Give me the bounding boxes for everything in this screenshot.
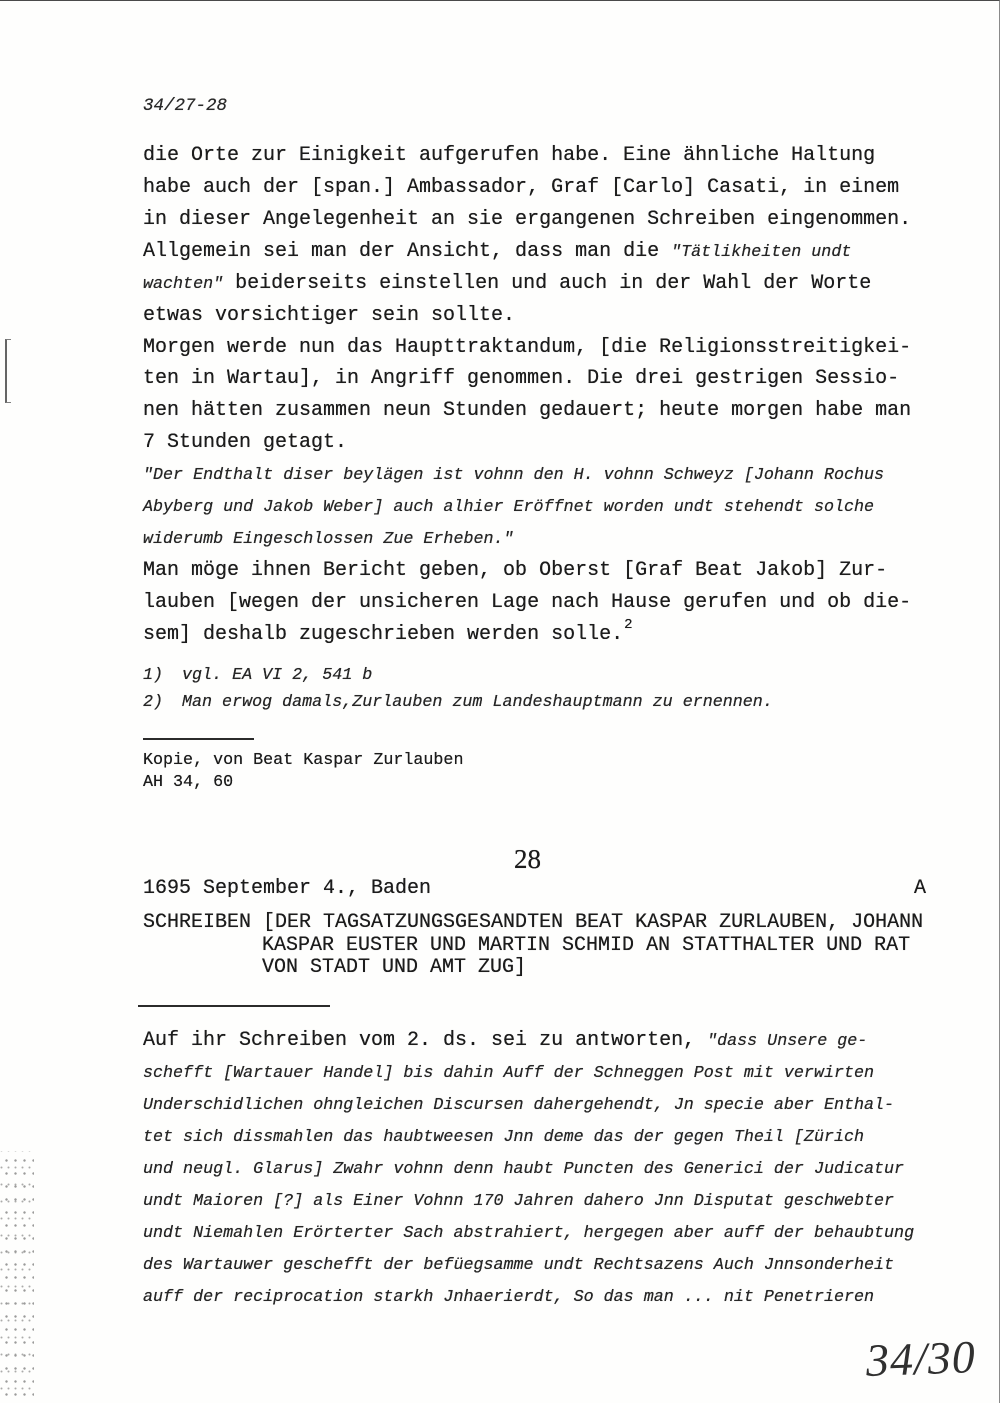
- handwritten-page-number: 34/30: [865, 1331, 977, 1386]
- previous-document-body: [143, 140, 911, 651]
- text-line: [143, 1153, 914, 1185]
- quoted-source-text: und neugl. Glarus] Zwahr vohnn denn haubt Puncten des Generici der Judicatur: [143, 1160, 905, 1179]
- quoted-source-text: tet sich dissmahlen das haubtweesen Jnn deme das der gegen Theil [Zürich: [143, 1128, 865, 1147]
- text-line: [143, 172, 911, 204]
- text-line: [143, 1057, 914, 1089]
- divider: [143, 738, 254, 740]
- text-line: [143, 523, 911, 555]
- page-reference: 34/27-28: [143, 96, 228, 116]
- quoted-source-text: Abyberg und Jakob Weber] auch alhier Eröffnet worden undt stehendt solche: [143, 498, 875, 518]
- quoted-source-text: wachten": [143, 274, 224, 294]
- document-date-place: 1695 September 4., Baden: [143, 877, 432, 900]
- text-line: [143, 1185, 914, 1217]
- text-segment: Morgen werde nun das Haupttraktandum, [die Religionsstreitigkei-: [143, 335, 912, 359]
- quoted-source-text: undt Niemahlen Erörterter Sach abstrahiert, hergegen aber auff der behaubtung: [143, 1224, 915, 1243]
- quoted-source-text: auff der reciprocation starkh Jnhaerierdt, So das man ... nit Penetrieren: [143, 1288, 875, 1307]
- footnote-text: vgl. EA VI 2, 541 b: [182, 666, 373, 685]
- text-line: [143, 555, 911, 587]
- footnote-reference: 2: [624, 616, 633, 633]
- text-line: [143, 204, 911, 236]
- text-line: [143, 268, 911, 300]
- footnotes: [143, 662, 773, 716]
- text-line: [143, 491, 911, 523]
- text-segment: beiderseits einstellen und auch in der Wahl der Worte: [223, 271, 872, 295]
- text-line: [143, 332, 911, 364]
- text-segment: in dieser Angelegenheit an sie ergangenen Schreiben eingenommen.: [143, 207, 912, 231]
- footnote-number: 2): [143, 693, 164, 712]
- text-line: [143, 363, 911, 395]
- text-segment: die Orte zur Einigkeit aufgerufen habe. Eine ähnliche Haltung: [143, 144, 876, 167]
- source-line: Kopie, von Beat Kaspar Zurlauben: [143, 751, 464, 770]
- text-segment: 7 Stunden getagt.: [143, 431, 348, 455]
- text-line: [143, 1089, 914, 1121]
- text-line: [143, 1025, 914, 1057]
- text-line: [143, 427, 911, 459]
- scan-artifact-bracket: [5, 339, 11, 403]
- quoted-source-text: "Der Endthalt diser beylägen ist vohnn den H. vohnn Schweyz [Johann Rochus: [143, 466, 885, 486]
- text-line: [143, 236, 911, 268]
- footnote: [143, 662, 773, 689]
- document-title: [143, 912, 923, 980]
- divider: [138, 1005, 330, 1007]
- text-segment: ten in Wartau], in Angriff genommen. Die drei gestrigen Sessio-: [143, 367, 900, 391]
- text-line: [143, 1217, 914, 1249]
- scan-artifact-specks: [0, 1151, 34, 1401]
- text-segment: lauben [wegen der unsicheren Lage nach Hause gerufen und ob die-: [143, 590, 912, 614]
- text-line: [143, 587, 911, 619]
- text-segment: habe auch der [span.] Ambassador, Graf [Carlo] Casati, in einem: [143, 175, 900, 199]
- text-line: [143, 395, 911, 427]
- quoted-source-text: Underschidlichen ohngleichen Discursen dahergehendt, Jn specie aber Enthal-: [143, 1096, 895, 1115]
- quoted-source-text: des Wartauwer geschefft der befüegsamme undt Rechtsazens Auch Jnnsonderheit: [143, 1256, 895, 1275]
- text-line: [143, 1249, 914, 1281]
- quoted-source-text: "Tätlikheiten undt: [671, 242, 852, 262]
- archive-reference: AH 34, 60: [143, 773, 234, 792]
- quoted-source-text: undt Maioren [?] als Einer Vohnn 170 Jahren dahero Jnn Disputat geschwebter: [143, 1192, 895, 1211]
- text-line: [143, 1281, 914, 1313]
- text-segment: nen hätten zusammen neun Stunden gedauert; heute morgen habe man: [143, 399, 912, 423]
- quoted-source-text: schefft [Wartauer Handel] bis dahin Auff der Schneggen Post mit verwirten: [143, 1064, 875, 1083]
- footnote-text: Man erwog damals,Zurlauben zum Landeshauptmann zu ernennen.: [182, 693, 773, 712]
- text-segment: sem] deshalb zugeschrieben werden solle.: [143, 622, 624, 646]
- title-line: VON STADT UND AMT ZUG]: [262, 956, 527, 979]
- text-line: [143, 1121, 914, 1153]
- title-line: SCHREIBEN [DER TAGSATZUNGSGESANDTEN BEAT KASPAR ZURLAUBEN, JOHANN: [143, 911, 924, 934]
- text-line: [143, 459, 911, 491]
- text-segment: Auf ihr Schreiben vom 2. ds. sei zu antworten,: [143, 1029, 708, 1052]
- text-line: [143, 300, 911, 332]
- document-body: [143, 1025, 914, 1313]
- document-number: 28: [514, 844, 541, 874]
- footnote: [143, 689, 773, 716]
- footnote-number: 1): [143, 666, 164, 685]
- text-segment: etwas vorsichtiger sein sollte.: [143, 303, 516, 327]
- quoted-source-text: widerumb Eingeschlossen Zue Erheben.": [143, 530, 514, 550]
- text-line: [143, 616, 911, 651]
- title-line: KASPAR EUSTER UND MARTIN SCHMID AN STATTHALTER UND RAT: [262, 933, 911, 957]
- quoted-source-text: "dass Unsere ge-: [707, 1032, 868, 1051]
- text-segment: Allgemein sei man der Ansicht, dass man die: [143, 239, 672, 263]
- text-line: [143, 140, 911, 172]
- source-note: [143, 750, 463, 794]
- text-segment: Man möge ihnen Bericht geben, ob Oberst [Graf Beat Jakob] Zur-: [143, 558, 888, 582]
- document-type-marker: A: [914, 877, 927, 900]
